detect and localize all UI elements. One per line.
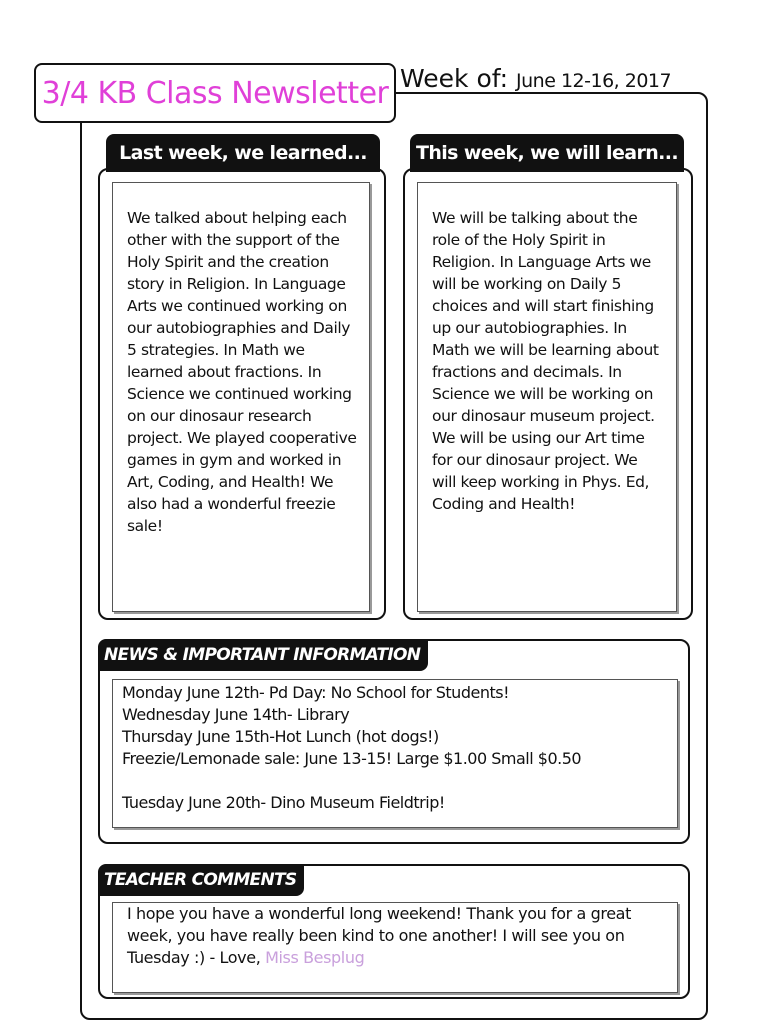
last-week-box <box>98 168 386 620</box>
teacher-comment-box <box>112 902 678 993</box>
last-week-inner <box>112 182 370 612</box>
news-spacer <box>122 770 677 792</box>
this-week-heading: This week, we will learn... <box>410 134 684 172</box>
week-of-label: Week of: <box>400 64 509 93</box>
week-dates: June 12-16, 2017 <box>516 70 672 92</box>
teacher-panel <box>98 864 690 999</box>
week-of <box>400 64 671 93</box>
news-list <box>112 679 678 828</box>
last-week-text: We talked about helping each other with the support of the Holy Spirit and the creation story in Religion. In Language Arts we continued working on our autobiographies and Daily 5 strategies. In Math we learned about fractions. In Science we continued working on our dinosaur research project. We played cooperative games in gym and worked in Art, Coding, and Health! We also had a wonderful freezie sale! <box>127 209 357 535</box>
news-heading: NEWS & IMPORTANT INFORMATION <box>98 639 428 671</box>
last-week-heading: Last week, we learned... <box>106 134 380 172</box>
news-item: Monday June 12th- Pd Day: No School for Students! <box>122 683 509 702</box>
this-week-text: We will be talking about the role of the Holy Spirit in Religion. In Language Arts we will be working on Daily 5 choices and will start finishing up our autobiographies. In Math we will be learning about fractions and decimals. In Science we will be working on our dinosaur museum project. We will be using our Art time for our dinosaur project. We will keep working in Phys. Ed, Coding and Health! <box>432 209 659 513</box>
news-item: Thursday June 15th-Hot Lunch (hot dogs!) <box>122 727 439 746</box>
news-item: Tuesday June 20th- Dino Museum Fieldtrip! <box>122 793 445 812</box>
newsletter-title: 3/4 KB Class Newsletter <box>41 75 389 111</box>
teacher-heading: TEACHER COMMENTS <box>98 864 304 896</box>
news-item: Freezie/Lemonade sale: June 13-15! Large $1.00 Small $0.50 <box>122 749 582 768</box>
news-item: Wednesday June 14th- Library <box>122 705 350 724</box>
this-week-box <box>403 168 693 620</box>
news-panel <box>98 639 690 844</box>
teacher-signature: Miss Besplug <box>265 948 365 967</box>
teacher-comment-text: I hope you have a wonderful long weekend! Thank you for a great week, you have really been kind to one another! I will see you on Tuesday :) - Love, <box>127 904 631 967</box>
title-box <box>34 63 396 123</box>
teacher-comment <box>127 903 677 969</box>
this-week-inner <box>417 182 677 612</box>
